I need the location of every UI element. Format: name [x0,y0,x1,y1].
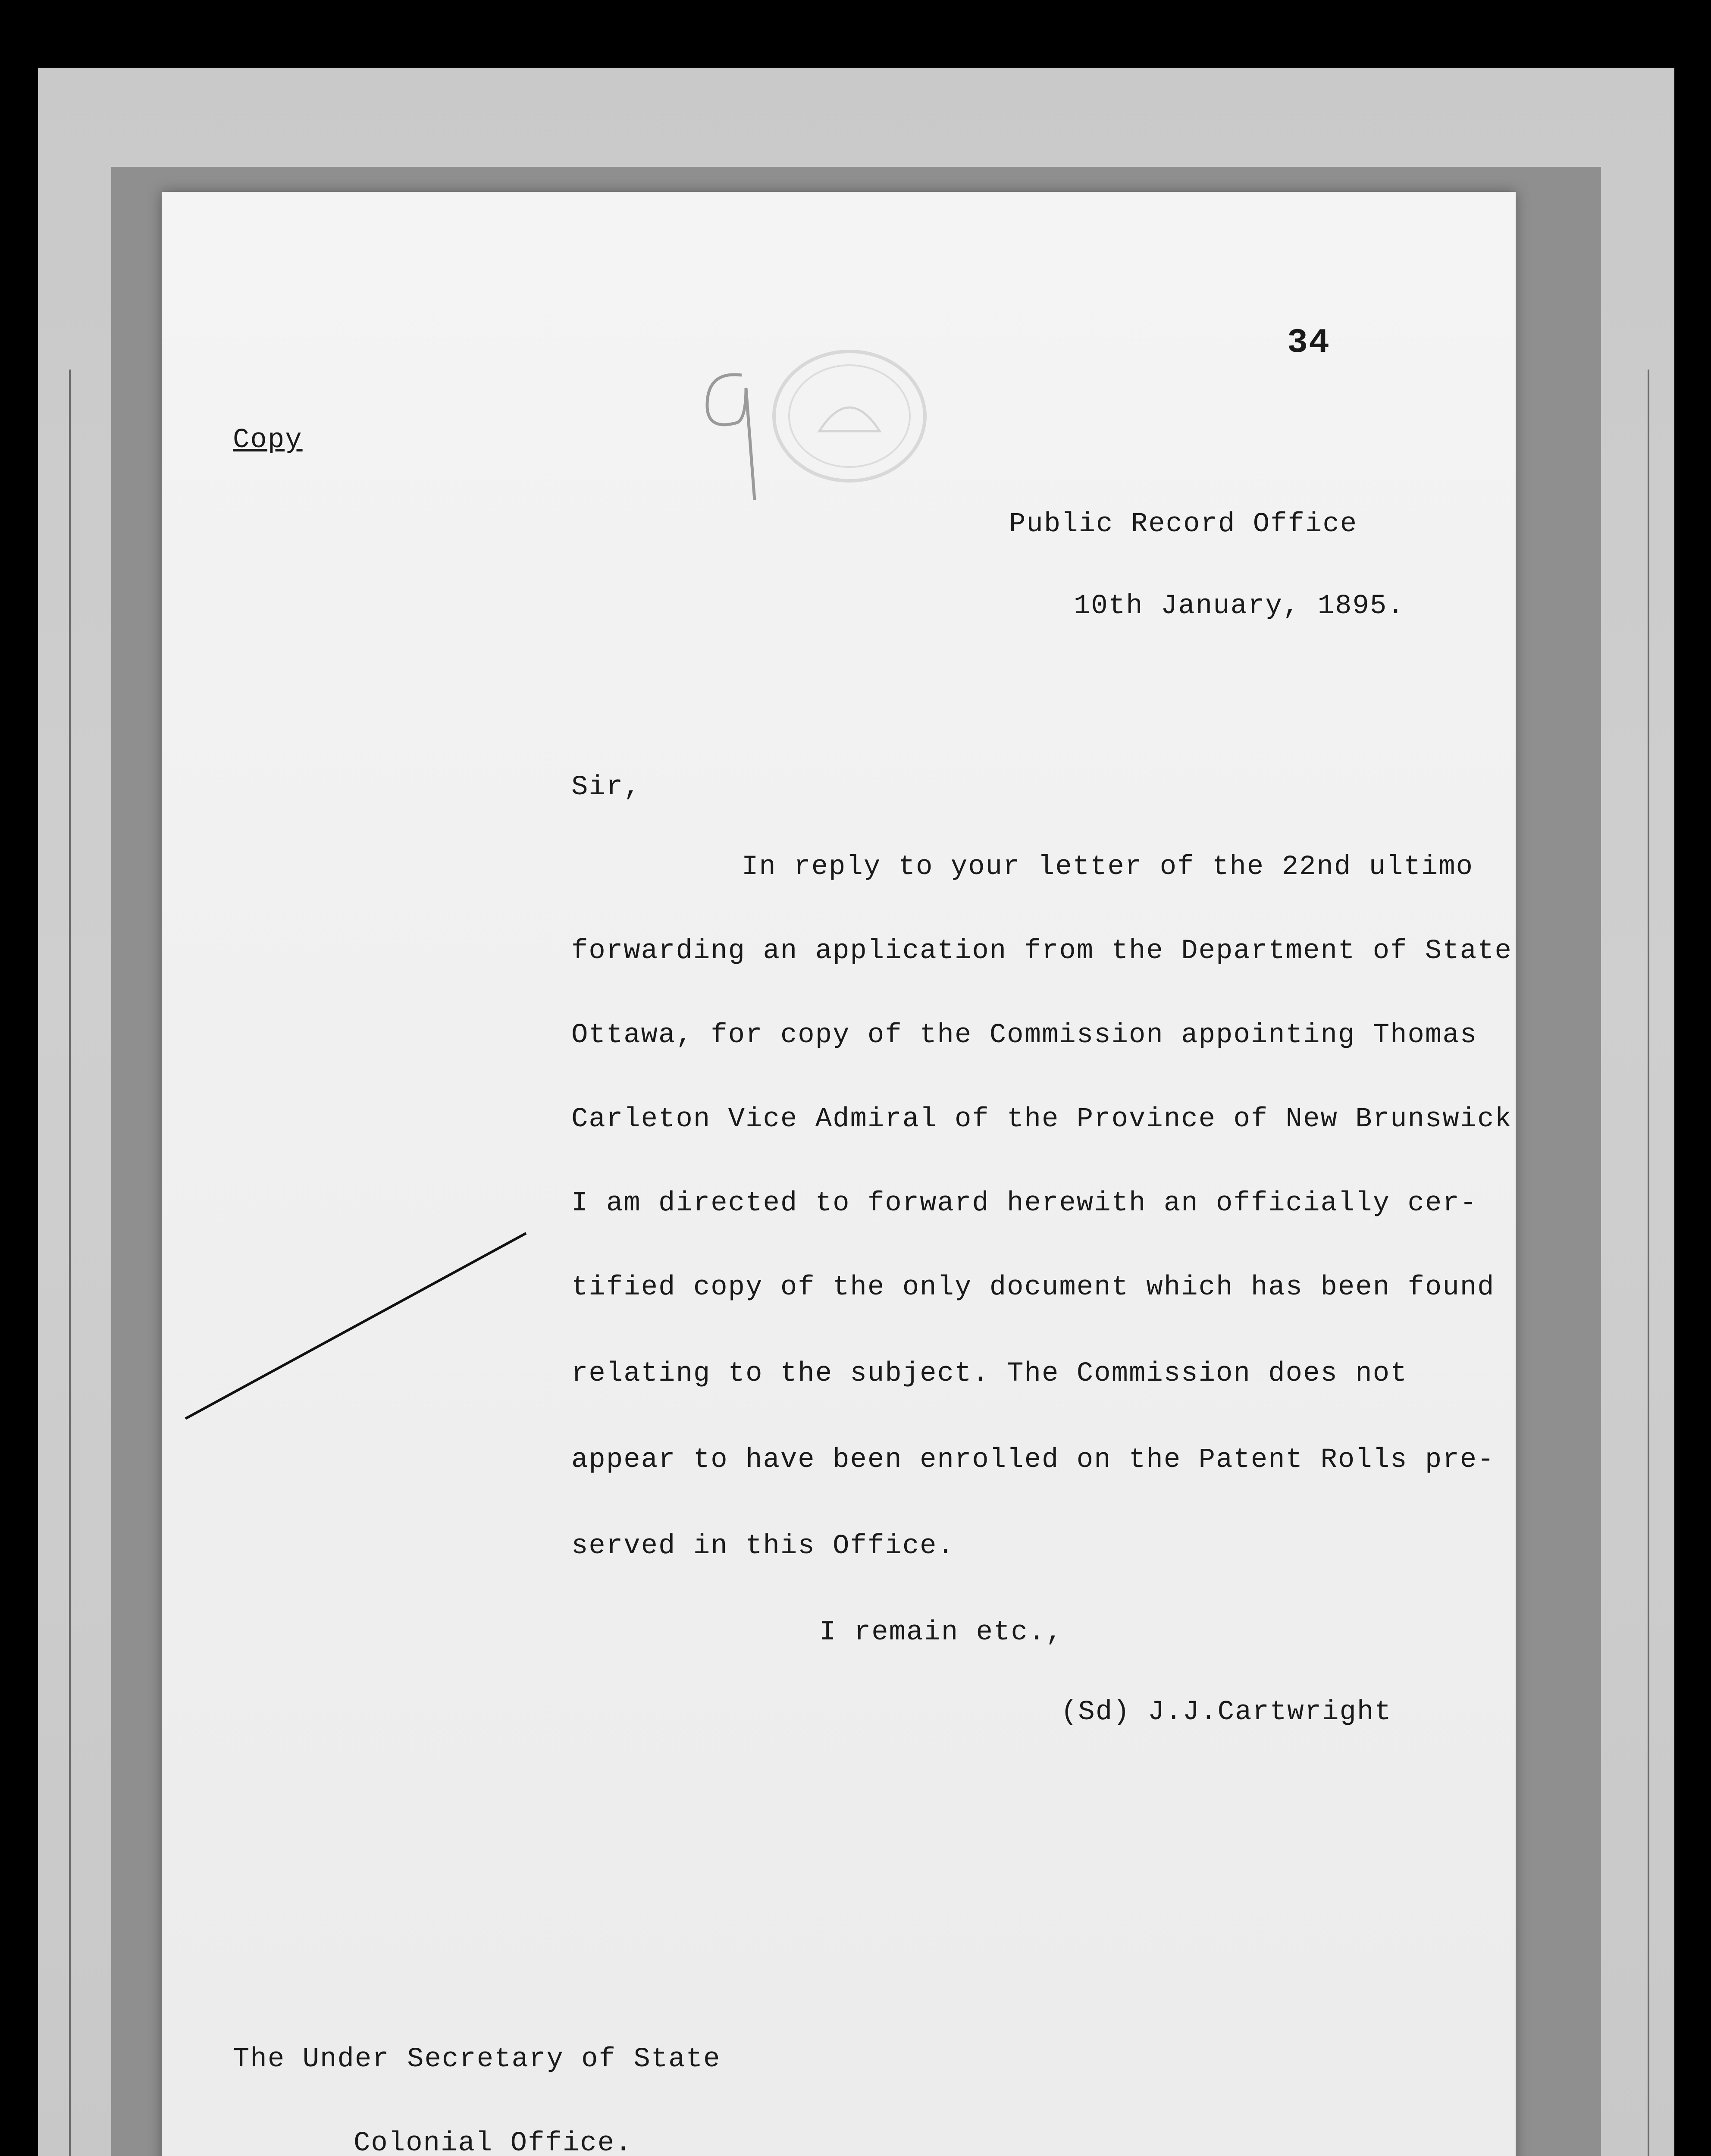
letter-date: 10th January, 1895. [1074,591,1405,622]
recipient-line: The Under Secretary of State [233,2044,721,2075]
closing: I remain etc., [819,1617,1063,1648]
margin-pen-stroke [181,1229,535,1427]
body-line: tified copy of the only document which has been found [571,1272,1495,1303]
body-line: In reply to your letter of the 22nd ultimo [742,852,1474,883]
pencil-number-mark [690,362,768,509]
mount-edge-left [69,370,84,2156]
body-line: I am directed to forward herewith an officially cer- [571,1188,1478,1219]
body-line: appear to have been enrolled on the Patent Rolls pre- [571,1445,1495,1476]
body-line: Ottawa, for copy of the Commission appointing Thomas [571,1020,1478,1051]
copy-label: Copy [233,425,303,456]
body-line: forwarding an application from the Department of State [571,936,1512,967]
embossed-seal [768,345,931,487]
sender-office: Public Record Office [1009,509,1358,540]
body-line: served in this Office. [571,1531,955,1562]
recipient-line: Colonial Office. [354,2128,633,2156]
mount-edge-right [1635,370,1649,2156]
salutation: Sir, [571,772,641,803]
body-line: Carleton Vice Admiral of the Province of New Brunswick [571,1104,1512,1135]
page-number: 34 [1287,323,1331,363]
body-line: relating to the subject. The Commission does not [571,1358,1408,1389]
signature: (Sd) J.J.Cartwright [1061,1697,1392,1728]
